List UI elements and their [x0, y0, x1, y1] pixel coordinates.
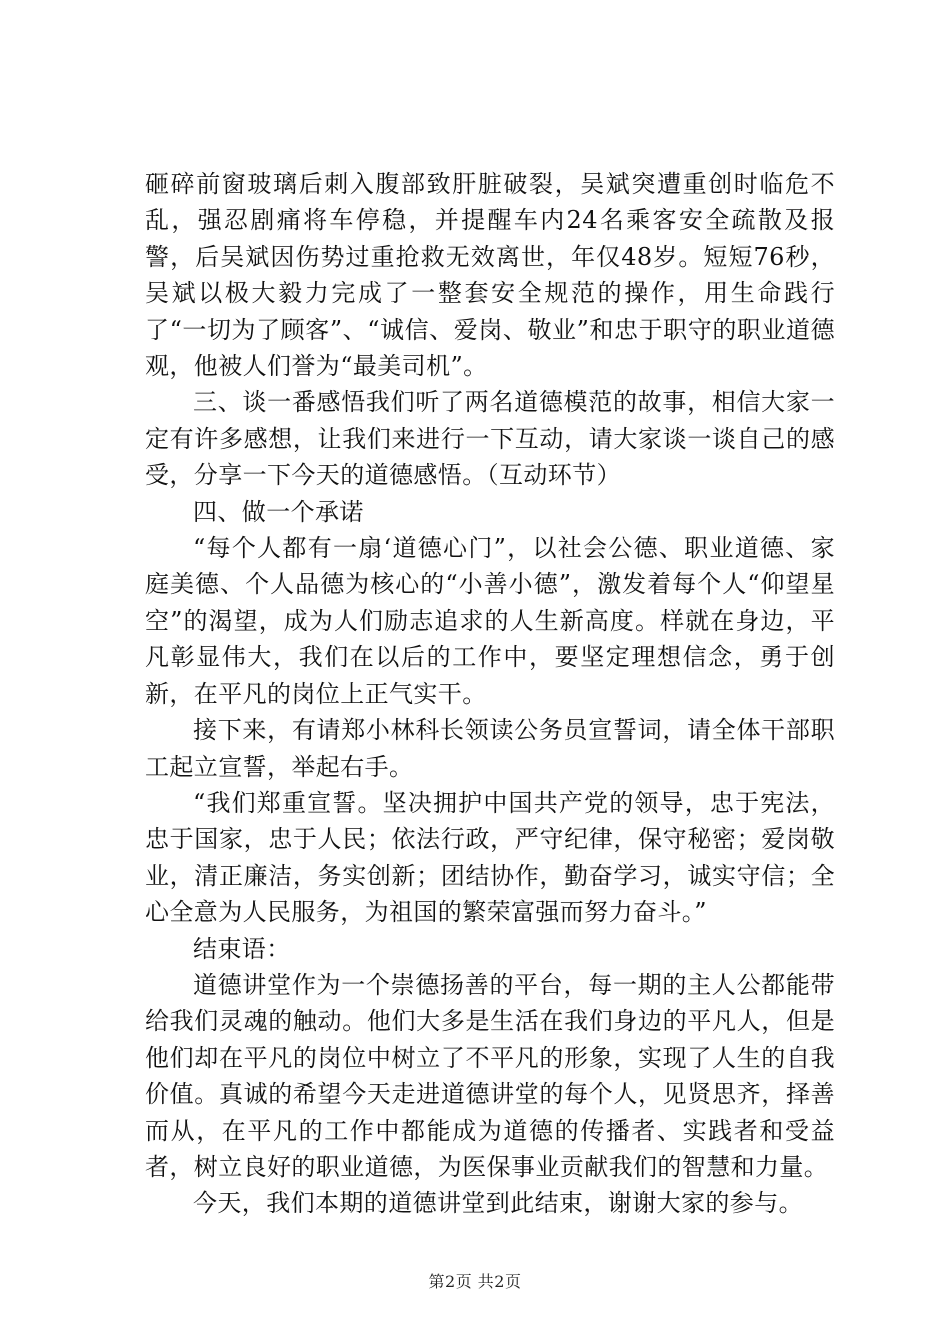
paragraph-8: 道德讲堂作为一个崇德扬善的平台，每一期的主人公都能带给我们灵魂的触动。他们大多是生活在我们身边的平凡人，但是他们却在平凡的岗位中树立了不平凡的形象，实现了人生的自我价值。真诚的希望今天走进道德讲堂的每个人，见贤思齐，择善而从，在平凡的工作中都能成为道德的传播者、实践者和受益者，树立良好的职业道德，为医保事业贡献我们的智慧和力量。 [145, 970, 835, 1181]
paragraph-2: 三、谈一番感悟我们听了两名道德模范的故事，相信大家一定有许多感想，让我们来进行一下互动，请大家谈一谈自己的感受，分享一下今天的道德感悟。（互动环节） [145, 388, 835, 490]
paragraph-9: 今天，我们本期的道德讲堂到此结束，谢谢大家的参与。 [193, 1189, 803, 1218]
oath-text: “我们郑重宣誓。坚决拥护中国共产党的领导，忠于宪法，忠于国家，忠于人民；依法行政，严守纪律，保守秘密；爱岗敬业，清正廉洁，务实创新；团结协作，勤奋学习，诚实守信；全心全意为人民服务，为祖国的繁荣富强而努力奋斗。” [145, 788, 835, 927]
page-number-footer: 第2页 共2页 [428, 1272, 522, 1291]
document-body [145, 166, 835, 1222]
section-heading-commitment: 四、做一个承诺 [193, 497, 364, 526]
paragraph-4: “每个人都有一扇‘道德心门”，以社会公德、职业道德、家庭美德、个人品德为核心的“小善小德”，激发着每个人“仰望星空”的渴望，成为人们励志追求的人生新高度。样就在身边，平凡彰显伟大，我们在以后的工作中，要坚定理想信念，勇于创新，在平凡的岗位上正气实干。 [145, 534, 835, 708]
section-heading-closing: 结束语： [193, 934, 291, 963]
paragraph-1: 砸碎前窗玻璃后刺入腹部致肝脏破裂，吴斌突遭重创时临危不乱，强忍剧痛将车停稳，并提醒车内24名乘客安全疏散及报警，后吴斌因伤势过重抢救无效离世，年仅48岁。短短76秒，吴斌以极大毅力完成了一整套安全规范的操作，用生命践行了“一切为了顾客”、“诚信、爱岗、敬业”和忠于职守的职业道德观，他被人们誉为“最美司机”。 [145, 170, 835, 381]
paragraph-5: 接下来，有请郑小林科长领读公务员宣誓词，请全体干部职工起立宣誓，举起右手。 [145, 716, 835, 781]
